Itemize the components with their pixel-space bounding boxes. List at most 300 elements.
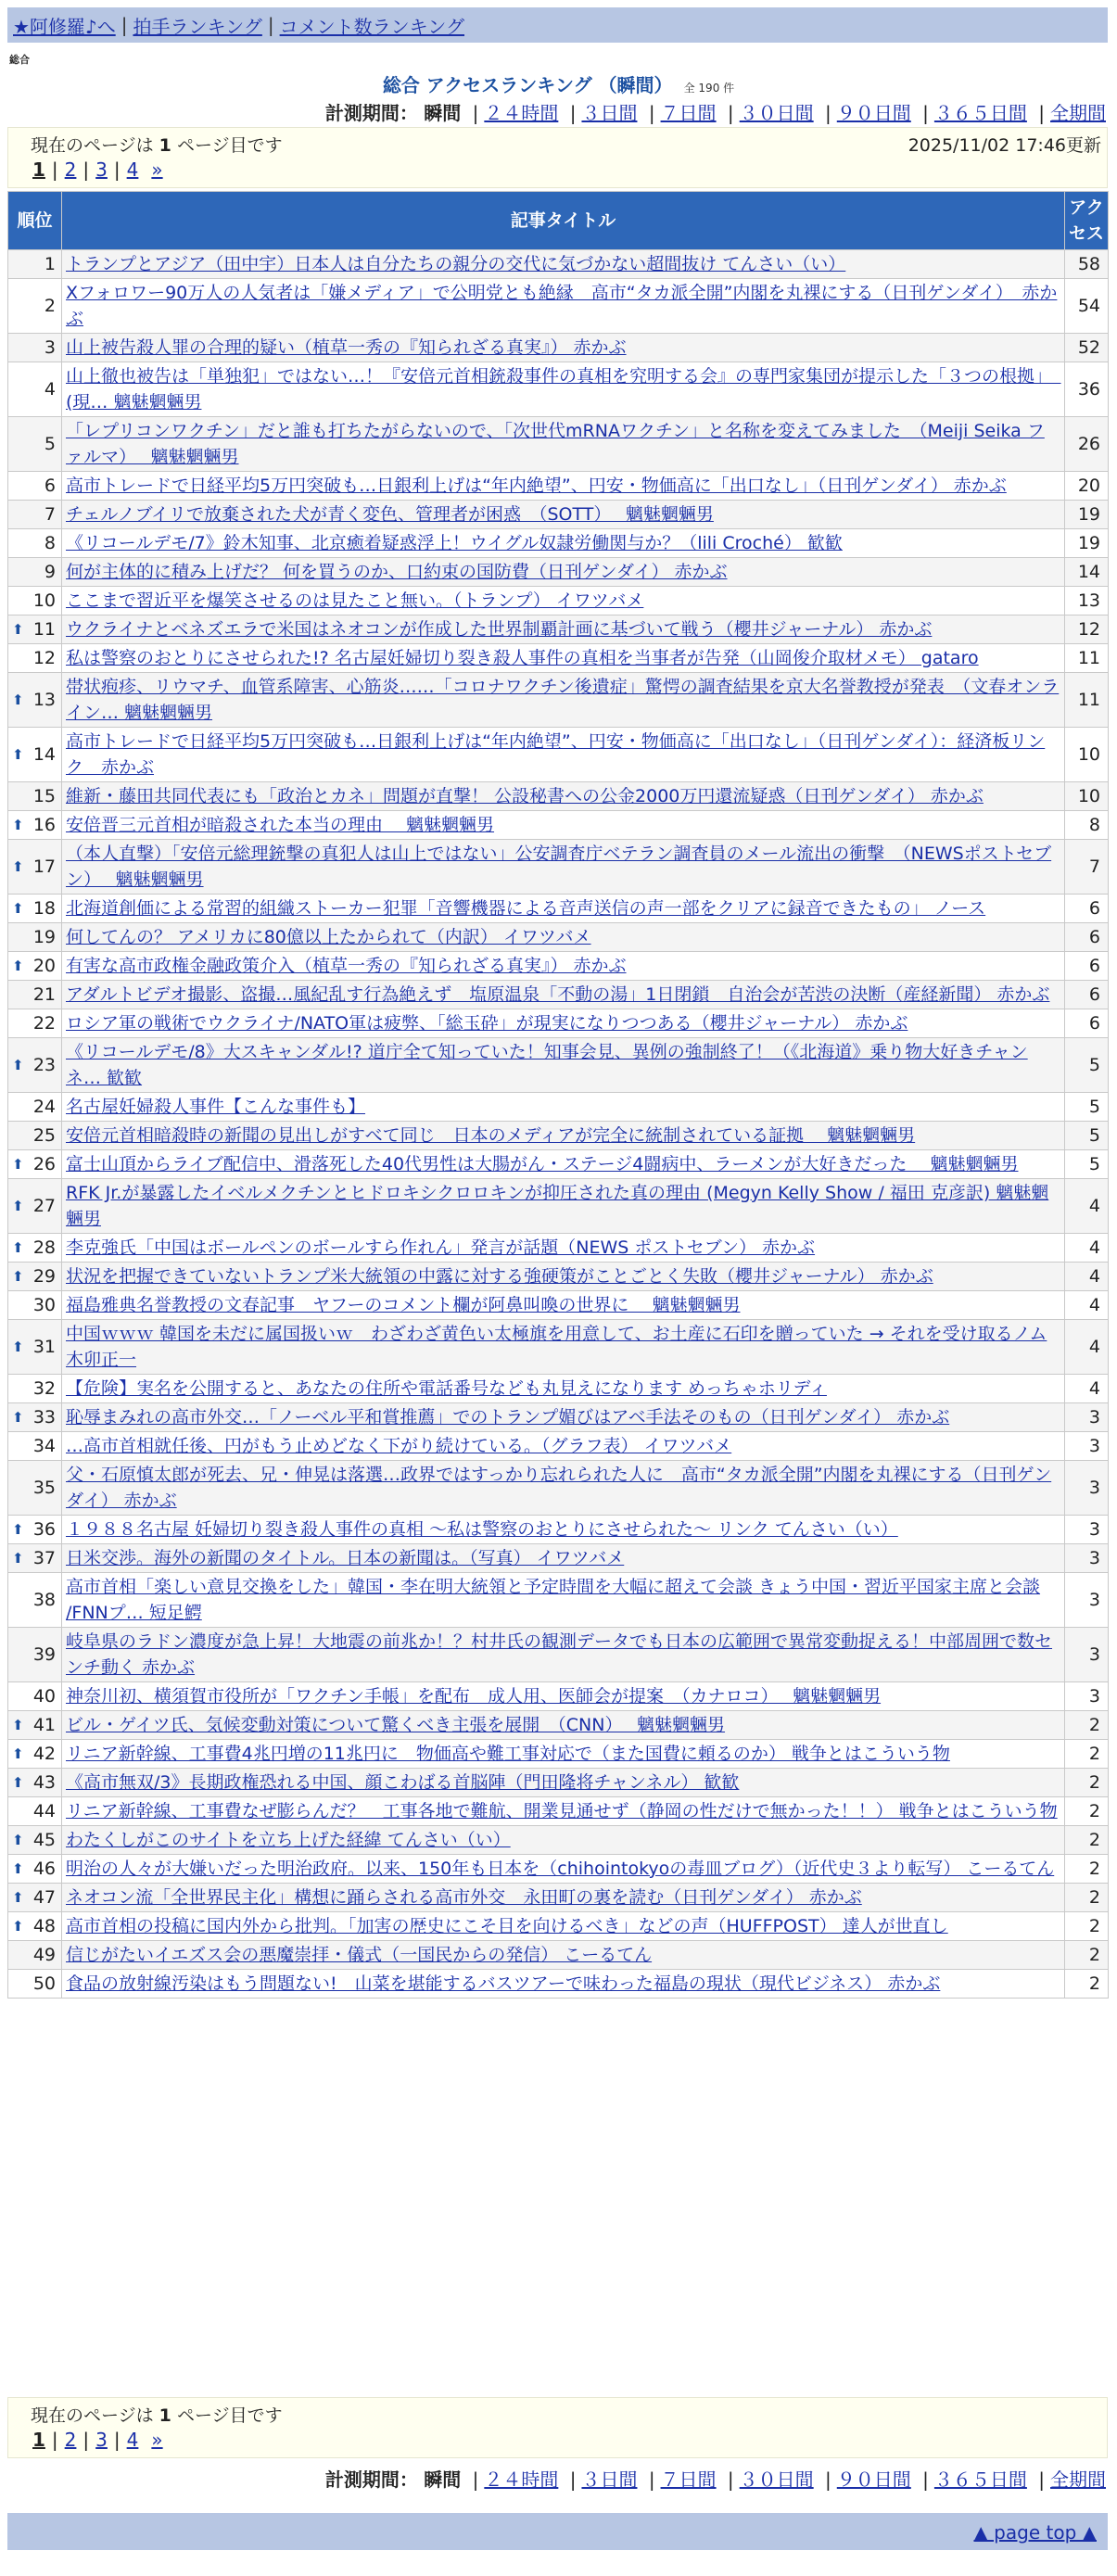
article-title-link[interactable]: 岐阜県のラドン濃度が急上昇！大地震の前兆か！？村井氏の観測データでも日本の広範囲で異常変動捉える！中部周囲で数センチ動く 赤かぶ [66, 1631, 1053, 1678]
bottom-bar [7, 2513, 1108, 2550]
rank-number: 33 [32, 1407, 56, 1428]
rank-cell [8, 1711, 62, 1740]
title-cell [62, 1769, 1065, 1797]
rank-number: 30 [32, 1295, 56, 1315]
page-link-3-bottom[interactable]: 3 [95, 2429, 108, 2451]
table-row [8, 1941, 1109, 1970]
table-row [8, 1263, 1109, 1291]
title-cell [62, 615, 1065, 644]
rank-cell [8, 1093, 62, 1122]
access-count: 5 [1065, 1122, 1109, 1150]
ranking-table [7, 191, 1109, 1999]
period-7d[interactable]: ７日間 [660, 102, 717, 124]
article-title-link[interactable]: 高市トレードで日経平均5万円突破も…日銀利上げは“年内絶望”、円安・物価高に「出口なし」（日刊ゲンダイ）：経済板リンク 赤かぶ [66, 731, 1046, 778]
up-arrow-icon: ⬆ [12, 1268, 24, 1285]
article-title-link[interactable]: 中国ｗｗｗ 韓国を未だに属国扱いｗ わざわざ黄色い太極旗を用意して、お土産に石印を贈っていた → それを受け取るノム 木卯正一 [66, 1324, 1047, 1370]
access-count: 6 [1065, 981, 1109, 1009]
article-title-link[interactable]: チェルノブイリで放棄された犬が青く変色、管理者が困惑 （SOTT） 魑魅魍魎男 [66, 504, 714, 525]
access-count: 54 [1065, 279, 1109, 334]
access-count: 20 [1065, 472, 1109, 501]
rank-cell [8, 1320, 62, 1375]
rank-number: 18 [32, 898, 56, 919]
article-title-link[interactable]: 高市首相の投稿に国内外から批判。「加害の歴史にこそ目を向けるべき」などの声（HUFFPOST） 達人が世直し [66, 1916, 948, 1936]
rank-cell [8, 1375, 62, 1403]
title-cell [62, 250, 1065, 279]
next-page-link-bottom[interactable]: » [151, 2429, 163, 2451]
page-link-1-bottom: 1 [32, 2429, 45, 2451]
title-cell [62, 1093, 1065, 1122]
rank-number: 39 [32, 1644, 56, 1665]
rank-cell [8, 1038, 62, 1093]
rank-cell [8, 472, 62, 501]
article-title-link[interactable]: 北海道創価による常習的組織ストーカー犯罪「音響機器による音声送信の声一部をクリアに録音できたもの」 ノース [66, 898, 986, 919]
rank-number: 42 [32, 1744, 56, 1764]
article-title-link[interactable]: ネオコン流「全世界民主化」構想に踊らされる高市外交 永田町の裏を読む（日刊ゲンダイ） 赤かぶ [66, 1887, 862, 1908]
access-count: 11 [1065, 673, 1109, 728]
nav-separator: | [267, 14, 274, 36]
up-arrow-icon: ⬆ [12, 1860, 24, 1877]
up-arrow-icon: ⬆ [12, 817, 24, 833]
rank-number: 43 [32, 1772, 56, 1793]
up-arrow-icon: ⬆ [12, 1889, 24, 1906]
period-current-bottom: 瞬間 [424, 2468, 462, 2491]
rank-number: 16 [32, 815, 56, 835]
period-current: 瞬間 [424, 102, 462, 124]
rank-number: 4 [44, 379, 56, 400]
header-rank-label: 順位 [17, 210, 53, 231]
article-title-link[interactable]: ビル・ゲイツ氏、気候変動対策について驚くべき主張を展開 （CNN） 魑魅魍魎男 [66, 1715, 726, 1735]
period-7d-bottom[interactable]: ７日間 [660, 2468, 717, 2491]
rank-cell [8, 1912, 62, 1941]
rank-cell [8, 1740, 62, 1769]
rank-number: 17 [32, 857, 56, 877]
next-page-link[interactable]: » [151, 159, 163, 181]
access-count: 2 [1065, 1797, 1109, 1826]
table-row [8, 501, 1109, 529]
rank-number: 31 [32, 1337, 56, 1357]
title-cell [62, 1122, 1065, 1150]
rank-cell [8, 952, 62, 981]
access-count: 6 [1065, 1009, 1109, 1038]
table-row [8, 1516, 1109, 1544]
period-30d[interactable]: ３０日間 [739, 102, 814, 124]
rank-cell [8, 811, 62, 840]
rank-number: 47 [32, 1887, 56, 1908]
rank-number: 9 [44, 562, 56, 582]
table-row [8, 1970, 1109, 1999]
article-title-link[interactable]: 食品の放射線汚染はもう問題ない! 山菜を堪能するバスツアーで味わった福島の現状（現代ビジネス） 赤かぶ [66, 1973, 941, 1994]
header-rank [8, 192, 62, 250]
title-cell [62, 501, 1065, 529]
title-cell [62, 1797, 1065, 1826]
table-row [8, 1797, 1109, 1826]
rank-number: 41 [32, 1715, 56, 1735]
article-title-link[interactable]: 信じがたいイエズス会の悪魔崇拝・儀式（一国民からの発信） こーるてん [66, 1945, 653, 1965]
title-cell [62, 362, 1065, 417]
up-arrow-icon: ⬆ [12, 1918, 24, 1935]
rank-cell [8, 728, 62, 782]
rank-number: 40 [32, 1686, 56, 1707]
article-title-link[interactable]: 維新・藤田共同代表にも「政治とカネ」問題が直撃！ 公設秘書への公金2000万円還流疑惑（日刊ゲンダイ） 赤かぶ [66, 786, 984, 806]
title-cell [62, 1179, 1065, 1234]
article-title-link[interactable]: 《リコールデモ/7》鈴木知事、北京癒着疑惑浮上！ウイグル奴隷労働関与か？（lili Croché） 歓歓 [66, 533, 843, 553]
rank-cell [8, 840, 62, 895]
table-row [8, 895, 1109, 923]
rank-cell [8, 1461, 62, 1516]
article-title-link[interactable]: 「レプリコンワクチン」だと誰も打ちたがらないので、「次世代mRNAワクチン」と名称を変えてみました （Meiji Seika ファルマ） 魑魅魍魎男 [66, 421, 1045, 467]
article-title-link[interactable]: RFK Jr.が暴露したイベルメクチンとヒドロキシクロロキンが抑圧された真の理由 (Megyn Kelly Show / 福田 克彦訳) 魑魅魍魎男 [66, 1183, 1049, 1229]
period-3d-bottom[interactable]: ３日間 [581, 2468, 638, 2491]
up-arrow-icon: ⬆ [12, 1339, 24, 1355]
article-title-link[interactable]: 高市トレードで日経平均5万円突破も…日銀利上げは“年内絶望”、円安・物価高に「出口なし」（日刊ゲンダイ） 赤かぶ [66, 476, 1007, 496]
article-title-link[interactable]: 《高市無双/3》長期政権恐れる中国、顔こわばる首脳陣（門田隆将チャンネル） 歓歓 [66, 1772, 740, 1793]
article-title-link[interactable]: 山上徹也被告は「単独犯」ではない…！『安倍元首相銃殺事件の真相を究明する会』の専門家集団が提示した「３つの根拠」 (現… 魑魅魍魎男 [66, 366, 1061, 412]
table-row [8, 840, 1109, 895]
title-cell [62, 673, 1065, 728]
article-title-link[interactable]: 高市首相「楽しい意見交換をした」韓国・李在明大統領と予定時間を大幅に超えて会談 きょう中国・習近平国家主席と会談 /FNNプ… 短足鰐 [66, 1577, 1041, 1623]
rank-cell [8, 1884, 62, 1912]
period-90d-bottom[interactable]: ９０日間 [836, 2468, 911, 2491]
page-link-3[interactable]: 3 [95, 159, 108, 181]
rank-cell [8, 981, 62, 1009]
title-cell [62, 1711, 1065, 1740]
up-arrow-icon: ⬆ [12, 1521, 24, 1538]
title-cell [62, 895, 1065, 923]
article-title-link[interactable]: アダルトビデオ撮影、盗撮…風紀乱す行為絶えず 塩原温泉「不動の湯」1日閉鎖 自治会が苦渋の決断（産経新聞） 赤かぶ [66, 984, 1050, 1005]
article-title-link[interactable]: わたくしがこのサイトを立ち上げた経緯 てんさい（い） [66, 1830, 511, 1850]
rank-number: 2 [44, 296, 56, 316]
access-count: 6 [1065, 952, 1109, 981]
period-selector-top: 計測期間： 瞬間 | ２４時間 | ３日間 | ７日間 | ３０日間 | ９０日間 | ３６５日間 | 全期間 [324, 102, 1106, 124]
up-arrow-icon: ⬆ [12, 1156, 24, 1173]
title-cell [62, 1573, 1065, 1628]
period-365d[interactable]: ３６５日間 [933, 102, 1027, 124]
table-row [8, 1122, 1109, 1150]
rank-cell [8, 1769, 62, 1797]
article-title-link[interactable]: 状況を把握できていないトランプ米大統領の中露に対する強硬策がことごとく失敗（櫻井ジャーナル） 赤かぶ [66, 1266, 933, 1287]
article-title-link[interactable]: 明治の人々が大嫌いだった明治政府。以来、150年も日本を（chihointokyoの毒皿ブログ）（近代史３より転写） こーるてん [66, 1859, 1055, 1879]
title-cell [62, 417, 1065, 472]
access-count: 2 [1065, 1740, 1109, 1769]
access-count: 5 [1065, 1038, 1109, 1093]
rank-number: 14 [32, 744, 56, 765]
title-cell [62, 1461, 1065, 1516]
rank-number: 12 [32, 648, 56, 668]
table-row [8, 1855, 1109, 1884]
total-count: 全 190 件 [683, 82, 735, 95]
nav-link-clap-ranking[interactable]: 拍手ランキング [133, 15, 262, 38]
rank-cell [8, 362, 62, 417]
access-count: 2 [1065, 1941, 1109, 1970]
access-count: 3 [1065, 1461, 1109, 1516]
rank-cell [8, 895, 62, 923]
rank-number: 13 [32, 690, 56, 710]
period-365d-bottom[interactable]: ３６５日間 [933, 2468, 1027, 2491]
article-title-link[interactable]: 神奈川初、横須賀市役所が「ワクチン手帳」を配布 成人用、医師会が提案 （カナロコ） 魑魅魍魎男 [66, 1686, 882, 1707]
table-row [8, 1038, 1109, 1093]
access-count: 2 [1065, 1884, 1109, 1912]
title-cell [62, 1291, 1065, 1320]
rank-number: 34 [32, 1436, 56, 1456]
title-cell [62, 1826, 1065, 1855]
period-30d-bottom[interactable]: ３０日間 [739, 2468, 814, 2491]
rank-cell [8, 279, 62, 334]
rank-cell [8, 1403, 62, 1432]
access-count: 8 [1065, 811, 1109, 840]
rank-cell [8, 250, 62, 279]
access-count: 5 [1065, 1093, 1109, 1122]
up-arrow-icon: ⬆ [12, 621, 24, 638]
title-cell [62, 587, 1065, 615]
rank-number: 15 [32, 786, 56, 806]
table-row [8, 250, 1109, 279]
access-count: 3 [1065, 1628, 1109, 1682]
table-row [8, 334, 1109, 362]
title-cell [62, 334, 1065, 362]
article-title-link[interactable]: ロシア軍の戦術でウクライナ/NATO軍は疲弊、「総玉砕」が現実になりつつある（櫻井ジャーナル） 赤かぶ [66, 1013, 908, 1034]
title-cell [62, 811, 1065, 840]
rank-number: 32 [32, 1378, 56, 1399]
rank-number: 46 [32, 1859, 56, 1879]
article-title-link[interactable]: 名古屋妊婦殺人事件【こんな事件も】 [66, 1097, 366, 1117]
table-row [8, 728, 1109, 782]
article-title-link[interactable]: Xフォロワー90万人の人気者は「嫌メディア」で公明党とも絶縁 高市“タカ派全開”内閣を丸裸にする（日刊ゲンダイ） 赤かぶ [66, 283, 1058, 329]
table-row [8, 1740, 1109, 1769]
up-arrow-icon: ⬆ [12, 1717, 24, 1733]
article-title-link[interactable]: 父・石原慎太郎が死去、兄・伸晃は落選…政界ではすっかり忘れられた人に 高市“タカ派全開”内閣を丸裸にする（日刊ゲンダイ） 赤かぶ [66, 1465, 1052, 1511]
page-top-link[interactable]: ▲ page top ▲ [973, 2521, 1097, 2544]
title-cell [62, 981, 1065, 1009]
access-count: 4 [1065, 1234, 1109, 1263]
access-count: 2 [1065, 1826, 1109, 1855]
rank-cell [8, 1234, 62, 1263]
page-links: 1 | 2 | 3 | 4 » [32, 159, 163, 181]
rank-number: 23 [32, 1055, 56, 1075]
up-arrow-icon: ⬆ [12, 1774, 24, 1791]
article-title-link[interactable]: 帯状疱疹、リウマチ、血管系障害、心筋炎……「コロナワクチン後遺症」驚愕の調査結果を京大名誉教授が発表 （文春オンライン… 魑魅魍魎男 [66, 677, 1060, 723]
up-arrow-icon: ⬆ [12, 1239, 24, 1256]
page-info-bottom: 現在のページは 1 ページ目です [31, 2405, 283, 2426]
up-arrow-icon: ⬆ [12, 692, 24, 708]
article-title-link[interactable]: 【危険】実名を公開すると、あなたの住所や電話番号なども丸見えになります めっちゃホリディ [66, 1378, 827, 1399]
access-count: 5 [1065, 1150, 1109, 1179]
article-title-link[interactable]: １９８８名古屋 妊婦切り裂き殺人事件の真相 ～私は警察のおとりにさせられた～ リンク てんさい（い） [66, 1519, 898, 1540]
rank-number: 48 [32, 1916, 56, 1936]
access-count: 10 [1065, 728, 1109, 782]
page-link-2-bottom[interactable]: 2 [64, 2429, 77, 2451]
ranking-table-body [8, 250, 1109, 1999]
article-title-link[interactable]: 有害な高市政権金融政策介入（植草一秀の『知られざる真実』） 赤かぶ [66, 956, 627, 976]
header-title: 記事タイトル [62, 192, 1065, 250]
article-title-link[interactable]: 《リコールデモ/8》大スキャンダル!? 道庁全て知っていた！知事会見、異例の強制終了！（《北海道》乗り物大好きチャンネ… 歓歓 [66, 1042, 1028, 1088]
access-count: 58 [1065, 250, 1109, 279]
table-row [8, 1234, 1109, 1263]
table-row [8, 1403, 1109, 1432]
title-cell [62, 1682, 1065, 1711]
rank-cell [8, 1150, 62, 1179]
rank-number: 50 [32, 1973, 56, 1994]
period-label-bottom: 計測期間： [324, 2468, 418, 2491]
up-arrow-icon: ⬆ [12, 1409, 24, 1426]
rank-cell [8, 615, 62, 644]
up-arrow-icon: ⬆ [12, 900, 24, 917]
rank-cell [8, 1179, 62, 1234]
access-count: 3 [1065, 1682, 1109, 1711]
table-row [8, 952, 1109, 981]
article-title-link[interactable]: 李克強氏「中国はボールペンのボールすら作れん」発言が話題（NEWS ポストセブン） 赤かぶ [66, 1237, 816, 1258]
rank-number: 6 [44, 476, 56, 496]
table-row [8, 1179, 1109, 1234]
access-count: 10 [1065, 782, 1109, 811]
period-3d[interactable]: ３日間 [581, 102, 638, 124]
period-24h[interactable]: ２４時間 [484, 102, 559, 124]
article-title-link[interactable]: リニア新幹線、工事費なぜ膨らんだ？ 工事各地で難航、開業見通せず（静岡の性だけで無かった！！） 戦争とはこういう物 [66, 1801, 1058, 1821]
article-title-link[interactable]: 恥辱まみれの高市外交…「ノーベル平和賞推薦」でのトランプ媚びはアベ手法そのもの（日刊ゲンダイ） 赤かぶ [66, 1407, 950, 1428]
article-title-link[interactable]: 日米交渉。海外の新聞のタイトル。日本の新聞は。（写真） イワツバメ [66, 1548, 625, 1568]
access-count: 19 [1065, 501, 1109, 529]
table-row [8, 1432, 1109, 1461]
page-link-4-bottom[interactable]: 4 [126, 2429, 139, 2451]
rank-cell [8, 1826, 62, 1855]
title-cell [62, 1941, 1065, 1970]
rank-cell [8, 1855, 62, 1884]
nav-separator: | [121, 14, 128, 36]
access-count: 3 [1065, 1403, 1109, 1432]
title-cell [62, 1912, 1065, 1941]
article-title-link[interactable]: リニア新幹線、工事費4兆円増の11兆円に 物価高や難工事対応で（また国費に頼るのか） 戦争とはこういう物 [66, 1744, 950, 1764]
title-cell [62, 1320, 1065, 1375]
title-cell [62, 1628, 1065, 1682]
article-title-link[interactable]: ウクライナとベネズエラで米国はネオコンが作成した世界制覇計画に基づいて戦う（櫻井ジャーナル） 赤かぶ [66, 619, 933, 640]
access-count: 2 [1065, 1970, 1109, 1999]
up-arrow-icon: ⬆ [12, 858, 24, 875]
title-cell [62, 1855, 1065, 1884]
article-title-link[interactable]: 何してんの？ アメリカに80億以上たかられて（内訳） イワツバメ [66, 927, 591, 947]
access-count: 4 [1065, 1263, 1109, 1291]
rank-number: 29 [32, 1266, 56, 1287]
table-row [8, 1291, 1109, 1320]
rank-number: 22 [32, 1013, 56, 1034]
article-title-link[interactable]: 福島雅典名誉教授の文春記事 ヤフーのコメント欄が阿鼻叫喚の世界に 魑魅魍魎男 [66, 1295, 741, 1315]
top-nav-bar [7, 7, 1108, 43]
nav-link-comment-ranking[interactable]: コメント数ランキング [279, 15, 465, 38]
rank-number: 44 [32, 1801, 56, 1821]
rank-cell [8, 1516, 62, 1544]
table-row [8, 1375, 1109, 1403]
period-all-bottom[interactable]: 全期間 [1050, 2468, 1106, 2491]
rank-cell [8, 1009, 62, 1038]
rank-cell [8, 1797, 62, 1826]
rank-number: 36 [32, 1519, 56, 1540]
rank-cell [8, 673, 62, 728]
title-cell [62, 1740, 1065, 1769]
title-cell [62, 1432, 1065, 1461]
title-cell [62, 1009, 1065, 1038]
article-title-link[interactable]: …高市首相就任後、円がもう止めどなく下がり続けている。（グラフ表） イワツバメ [66, 1436, 732, 1456]
rank-number: 7 [44, 504, 56, 525]
title-cell [62, 1544, 1065, 1573]
table-row [8, 1711, 1109, 1740]
article-title-link[interactable]: 山上被告殺人罪の合理的疑い（植草一秀の『知られざる真実』） 赤かぶ [66, 337, 627, 358]
up-arrow-icon: ⬆ [12, 1550, 24, 1567]
rank-cell [8, 1573, 62, 1628]
page-link-1: 1 [32, 159, 45, 181]
rank-cell [8, 1263, 62, 1291]
current-page-number-bottom: 1 [159, 2405, 171, 2426]
period-all[interactable]: 全期間 [1050, 102, 1106, 124]
access-count: 4 [1065, 1375, 1109, 1403]
article-title-link[interactable]: 富士山頂からライブ配信中、滑落死した40代男性は大腸がん・ステージ4闘病中、ラーメンが大好きだった 魑魅魍魎男 [66, 1154, 1019, 1174]
rank-number: 1 [44, 254, 56, 274]
table-row [8, 558, 1109, 587]
article-title-link[interactable]: 安倍晋三元首相が暗殺された本当の理由 魑魅魍魎男 [66, 815, 495, 835]
up-arrow-icon: ⬆ [12, 1057, 24, 1073]
access-count: 3 [1065, 1516, 1109, 1544]
rank-cell [8, 417, 62, 472]
access-count: 4 [1065, 1320, 1109, 1375]
table-row [8, 1912, 1109, 1941]
article-title-link[interactable]: トランプとアジア（田中宇）日本人は自分たちの親分の交代に気づかない超間抜け てんさい（い） [66, 254, 846, 274]
rank-number: 19 [32, 927, 56, 947]
period-24h-bottom[interactable]: ２４時間 [484, 2468, 559, 2491]
access-count: 7 [1065, 840, 1109, 895]
access-count: 14 [1065, 558, 1109, 587]
category-label: 総合 [9, 54, 30, 66]
header-access-label: アクセス [1069, 197, 1105, 244]
article-title-link[interactable]: （本人直撃）「安倍元総理銃撃の真犯人は山上ではない」公安調査庁ベテラン調査員のメール流出の衝撃 （NEWSポストセブン） 魑魅魍魎男 [66, 844, 1052, 890]
period-label: 計測期間： [324, 102, 418, 124]
article-title-link[interactable]: 私は警察のおとりにさせられた!? 名古屋妊婦切り裂き殺人事件の真相を当事者が告発（山岡俊介取材メモ） gataro [66, 648, 979, 668]
rank-number: 24 [32, 1097, 56, 1117]
rank-cell [8, 334, 62, 362]
table-row [8, 644, 1109, 673]
article-title-link[interactable]: 安倍元首相暗殺時の新聞の見出しがすべて同じ 日本のメディアが完全に統制されている証拠 魑魅魍魎男 [66, 1125, 916, 1146]
rank-cell [8, 1544, 62, 1573]
title-cell [62, 840, 1065, 895]
table-row [8, 1884, 1109, 1912]
rank-cell [8, 1122, 62, 1150]
rank-number: 37 [32, 1548, 56, 1568]
page-link-4[interactable]: 4 [126, 159, 139, 181]
access-count: 3 [1065, 1432, 1109, 1461]
access-count: 13 [1065, 587, 1109, 615]
title-cell [62, 1150, 1065, 1179]
table-row [8, 1093, 1109, 1122]
period-90d[interactable]: ９０日間 [836, 102, 911, 124]
article-title-link[interactable]: 何が主体的に積み上げだ？ 何を買うのか、口約束の国防費（日刊ゲンダイ） 赤かぶ [66, 562, 728, 582]
rank-number: 5 [44, 434, 56, 454]
rank-number: 49 [32, 1945, 56, 1965]
access-count: 2 [1065, 1855, 1109, 1884]
access-count: 3 [1065, 1544, 1109, 1573]
page-title: 総合 アクセスランキング （瞬間） [382, 74, 673, 96]
rank-number: 25 [32, 1125, 56, 1146]
title-cell [62, 1038, 1065, 1093]
article-title-link[interactable]: ここまで習近平を爆笑させるのは見たこと無い。（トランプ） イワツバメ [66, 590, 644, 611]
title-cell [62, 472, 1065, 501]
rank-number: 38 [32, 1590, 56, 1610]
nav-link-home[interactable]: ★阿修羅♪へ [13, 15, 116, 38]
table-row [8, 1682, 1109, 1711]
access-count: 2 [1065, 1711, 1109, 1740]
rank-cell [8, 1291, 62, 1320]
table-row [8, 811, 1109, 840]
rank-number: 21 [32, 984, 56, 1005]
rank-number: 3 [44, 337, 56, 358]
rank-cell [8, 923, 62, 952]
page-link-2[interactable]: 2 [64, 159, 77, 181]
rank-number: 26 [32, 1154, 56, 1174]
